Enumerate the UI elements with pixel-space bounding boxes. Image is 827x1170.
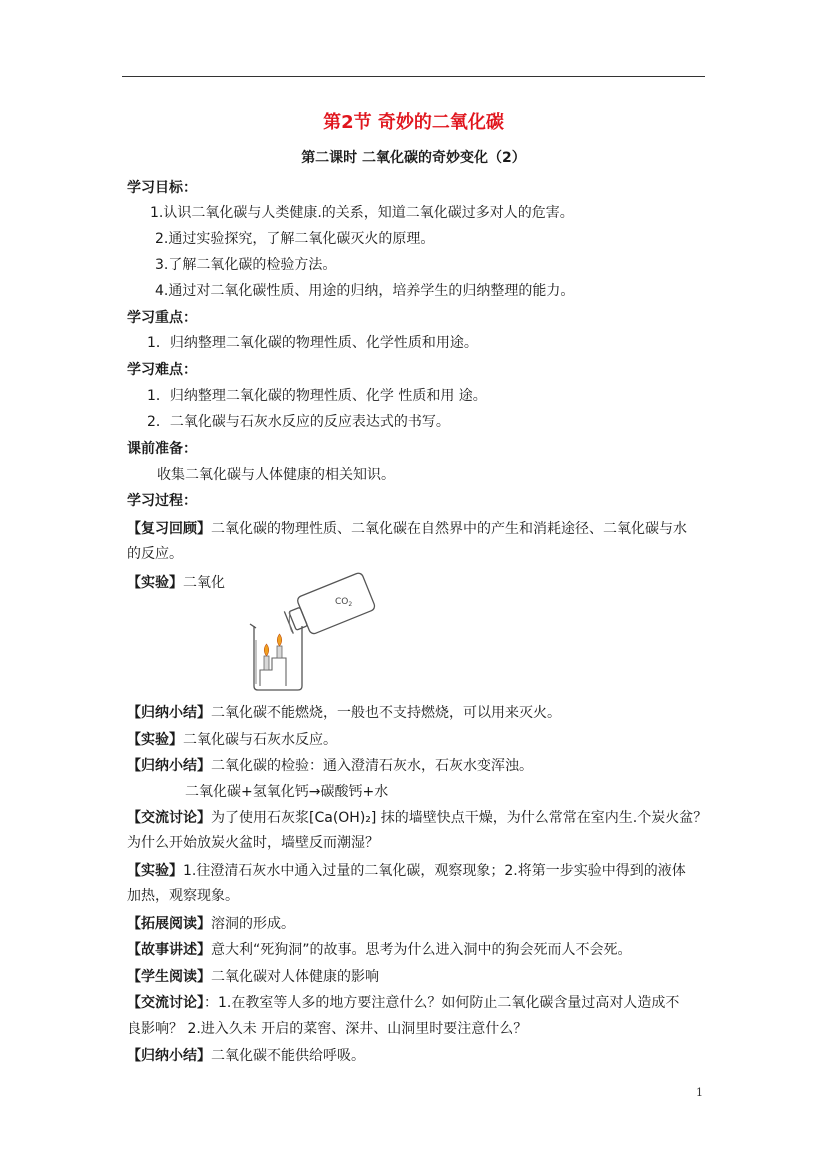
discussion-text: 为了使用石灰浆[Ca(OH)₂] 抹的墙壁快点干燥，为什么常常在室内生.个炭火盆？ [211, 810, 708, 826]
discussion-tag: 【交流讨论】 [127, 810, 211, 826]
discussion-1-line-2: 为什么开始放炭火盆时，墙壁反而潮湿？ [127, 835, 379, 851]
extended-reading-text: 溶洞的形成。 [211, 916, 295, 932]
goal-item: 3.了解二氧化碳的检验方法。 [155, 257, 337, 273]
summary-text: 二氧化碳不能供给呼吸。 [211, 1048, 365, 1064]
co2-candle-apparatus-figure [240, 566, 390, 694]
review-tag: 【复习回顾】 [127, 521, 211, 537]
summary-tag: 【归纳小结】 [127, 758, 211, 774]
summary-3 [127, 1046, 365, 1066]
experiment-text: 1.往澄清石灰水中通入过量的二氧化碳，观察现象；2.将第一步实验中得到的液体 [183, 863, 686, 879]
student-reading [127, 967, 379, 987]
preparation-heading: 课前准备： [127, 441, 197, 457]
discussion-text: ：1.在教室等人多的地方要注意什么？如何防止二氧化碳含量过高对人造成不 [204, 995, 680, 1011]
process-heading: 学习过程： [127, 493, 197, 509]
discussion-tag: 【交流讨论】 [127, 995, 204, 1011]
story-text: 意大利“死狗洞”的故事。思考为什么进入洞中的狗会死而人不会死。 [211, 942, 632, 958]
discussion-1 [127, 808, 707, 828]
experiment-text: 二氧化 [183, 575, 225, 591]
goal-item: 1.认识二氧化碳与人类健康.的关系，知道二氧化碳过多对人的危害。 [150, 205, 574, 221]
summary-text: 二氧化碳不能燃烧，一般也不支持燃烧，可以用来灭火。 [211, 705, 561, 721]
goals-heading: 学习目标： [127, 180, 197, 196]
experiment-tag: 【实验】 [127, 732, 183, 748]
difficulty-item: 2．二氧化碳与石灰水反应的反应表达式的书写。 [147, 414, 450, 430]
key-point-item: 1．归纳整理二氧化碳的物理性质、化学性质和用途。 [147, 335, 478, 351]
summary-tag: 【归纳小结】 [127, 705, 211, 721]
experiment-3 [127, 861, 686, 881]
reaction-equation: 二氧化碳+氢氧化钙→碳酸钙+水 [185, 784, 389, 800]
goal-item: 4.通过对二氧化碳性质、用途的归纳，培养学生的归纳整理的能力。 [155, 283, 575, 299]
experiment-tag: 【实验】 [127, 863, 183, 879]
extended-reading-tag: 【拓展阅读】 [127, 916, 211, 932]
summary-2 [127, 756, 533, 776]
page-number: 1 [696, 1086, 703, 1099]
review-line-2: 的反应。 [127, 546, 183, 562]
summary-text: 二氧化碳的检验：通入澄清石灰水，石灰水变浑浊。 [211, 758, 533, 774]
preparation-text: 收集二氧化碳与人体健康的相关知识。 [157, 467, 395, 483]
discussion-2 [127, 993, 679, 1013]
experiment-text: 二氧化碳与石灰水反应。 [183, 732, 337, 748]
key-points-heading: 学习重点： [127, 310, 197, 326]
summary-tag: 【归纳小结】 [127, 1048, 211, 1064]
story [127, 940, 632, 960]
page-subtitle: 第二课时 二氧化碳的奇妙变化（2） [301, 150, 526, 166]
experiment-tag: 【实验】 [127, 575, 183, 591]
difficulty-item: 1．归纳整理二氧化碳的物理性质、化学 性质和用 途。 [147, 388, 487, 404]
review-line [127, 519, 687, 539]
story-tag: 【故事讲述】 [127, 942, 211, 958]
discussion-2-line-2: 良影响？ 2.进入久未 开启的菜窖、深井、山洞里时要注意什么？ [127, 1021, 528, 1037]
header-rule [122, 76, 705, 77]
co2-label: $CO_2$ [335, 597, 353, 608]
review-text: 二氧化碳的物理性质、二氧化碳在自然界中的产生和消耗途径、二氧化碳与水 [211, 521, 687, 537]
page-title: 第2节 奇妙的二氧化碳 [323, 112, 504, 133]
goal-item: 2.通过实验探究，了解二氧化碳灭火的原理。 [155, 231, 435, 247]
summary-1 [127, 703, 561, 723]
extended-reading [127, 914, 295, 934]
experiment-1 [127, 573, 225, 593]
student-reading-tag: 【学生阅读】 [127, 969, 211, 985]
student-reading-text: 二氧化碳对人体健康的影响 [211, 969, 379, 985]
experiment-3-line-2: 加热，观察现象。 [127, 888, 239, 904]
difficulties-heading: 学习难点： [127, 362, 197, 378]
experiment-2 [127, 730, 337, 750]
